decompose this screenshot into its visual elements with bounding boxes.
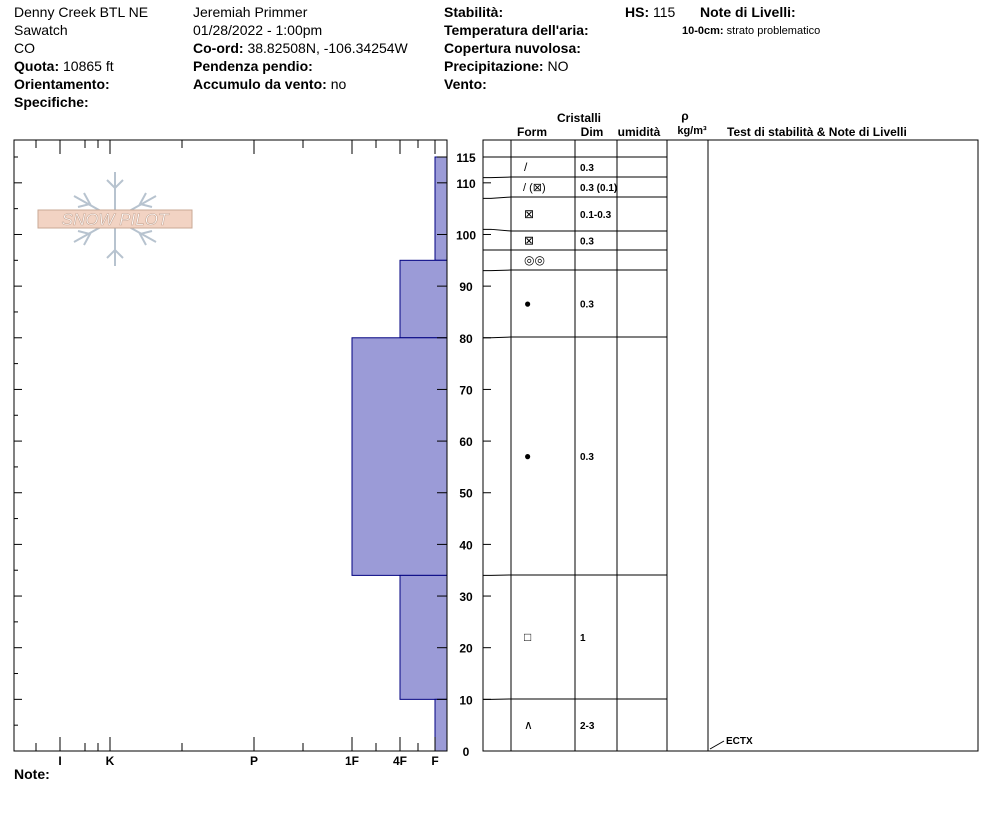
hardness-bar-1 (400, 260, 447, 337)
notes-label: Note: (14, 766, 50, 782)
density-unit: kg/m³ (677, 125, 707, 137)
layer-form-6: ● (524, 449, 532, 463)
aspect-label: Orientamento: (14, 76, 110, 92)
layer-form-2: ⊠ (524, 207, 535, 221)
layer-connector-3 (483, 229, 511, 231)
layer-connector-1 (483, 177, 511, 178)
wind-loading: Accumulo da vento: no (193, 76, 347, 92)
layer-connector-6 (483, 337, 511, 338)
depth-label-60: 60 (459, 435, 473, 450)
hardness-bars (352, 157, 447, 751)
depth-label-100: 100 (455, 228, 477, 243)
layer-form-5: ● (524, 296, 532, 311)
depth-label-115: 115 (456, 151, 476, 165)
layer-notes-label: Note di Livelli: (700, 4, 796, 20)
location-name: Denny Creek BTL NE (14, 4, 149, 20)
hardness-label-F: F (431, 754, 439, 768)
layer-size-6: 0.3 (580, 452, 594, 463)
coordinates: Co-ord: 38.82508N, -106.34254W (193, 40, 408, 56)
depth-label-10: 10 (459, 693, 473, 708)
layer-size-2: 0.1-0.3 (580, 210, 612, 221)
hardness-bar-2 (352, 338, 447, 576)
snowpilot-logo (38, 172, 192, 266)
depth-label-90: 90 (459, 280, 473, 295)
depth-label-40: 40 (459, 538, 473, 553)
air-temp-label: Temperatura dell'aria: (444, 22, 589, 38)
hardness-bar-3 (400, 575, 447, 699)
depth-label-0: 0 (462, 745, 470, 759)
crystals-header: Cristalli (556, 111, 602, 125)
wind-label: Vento: (444, 76, 487, 92)
depth-label-50: 50 (459, 486, 473, 501)
elevation: Quota: 10865 ft (14, 58, 114, 74)
layer-size-7: 1 (580, 633, 586, 644)
stability-tests (710, 736, 753, 749)
slope-label: Pendenza pendio: (193, 58, 313, 74)
layer-size-8: 2-3 (580, 721, 595, 732)
tests-header: Test di stabilità & Note di Livelli (727, 125, 907, 139)
observer-name: Jeremiah Primmer (193, 4, 308, 20)
column-dividers (511, 140, 708, 751)
precipitation: Precipitazione: NO (444, 58, 569, 74)
hardness-label-K: K (105, 754, 115, 768)
hardness-label-1F: 1F (344, 754, 360, 768)
layer-size-1: 0.3 (0.1) (580, 183, 618, 194)
density-symbol: ρ (681, 109, 689, 123)
mountain-range: Sawatch (14, 22, 68, 38)
state: CO (14, 40, 35, 56)
hardness-label-P: P (249, 754, 259, 768)
layer-size-3: 0.3 (580, 236, 594, 248)
layer-form-7: □ (524, 630, 532, 644)
layer-size-0: 0.3 (580, 163, 594, 174)
hardness-bar-4 (435, 699, 447, 751)
depth-label-30: 30 (459, 590, 473, 605)
layer-size-5: 0.3 (580, 299, 594, 311)
test-arrow-0 (710, 741, 724, 749)
form-header: Form (517, 125, 547, 139)
depth-label-20: 20 (459, 641, 473, 656)
specifics-label: Specifiche: (14, 94, 89, 110)
layer-connector-5 (483, 270, 511, 271)
depth-label-110: 110 (456, 176, 476, 191)
layer-form-0: / (524, 160, 528, 174)
size-header: Dim (580, 125, 604, 139)
hardness-bar-0 (435, 157, 447, 260)
test-label-0: ECTX (726, 736, 753, 747)
depth-label-80: 80 (459, 331, 473, 346)
layer-table-frame (483, 140, 978, 751)
logo-text: SNOW PILOT (61, 210, 169, 229)
snow-height: HS: 115 (625, 4, 676, 20)
column-headers (517, 109, 907, 139)
layer-form-1: / (⊠) (523, 182, 546, 194)
moisture-header: umidità (617, 125, 661, 139)
observation-datetime: 01/28/2022 - 1:00pm (193, 22, 323, 38)
layer-note: 10-0cm: strato problematico (682, 25, 821, 37)
layer-form-8: ∧ (524, 718, 533, 732)
depth-axis (456, 151, 491, 759)
hardness-label-4F: 4F (392, 754, 408, 768)
cloud-cover-label: Copertura nuvolosa: (444, 40, 581, 56)
layer-form-4: ◎◎ (524, 253, 545, 267)
hardness-label-I: I (58, 754, 62, 768)
stability-label: Stabilità: (444, 4, 504, 20)
layer-connector-2 (483, 197, 511, 198)
layer-form-3: ⊠ (524, 233, 535, 248)
depth-label-70: 70 (459, 383, 473, 398)
